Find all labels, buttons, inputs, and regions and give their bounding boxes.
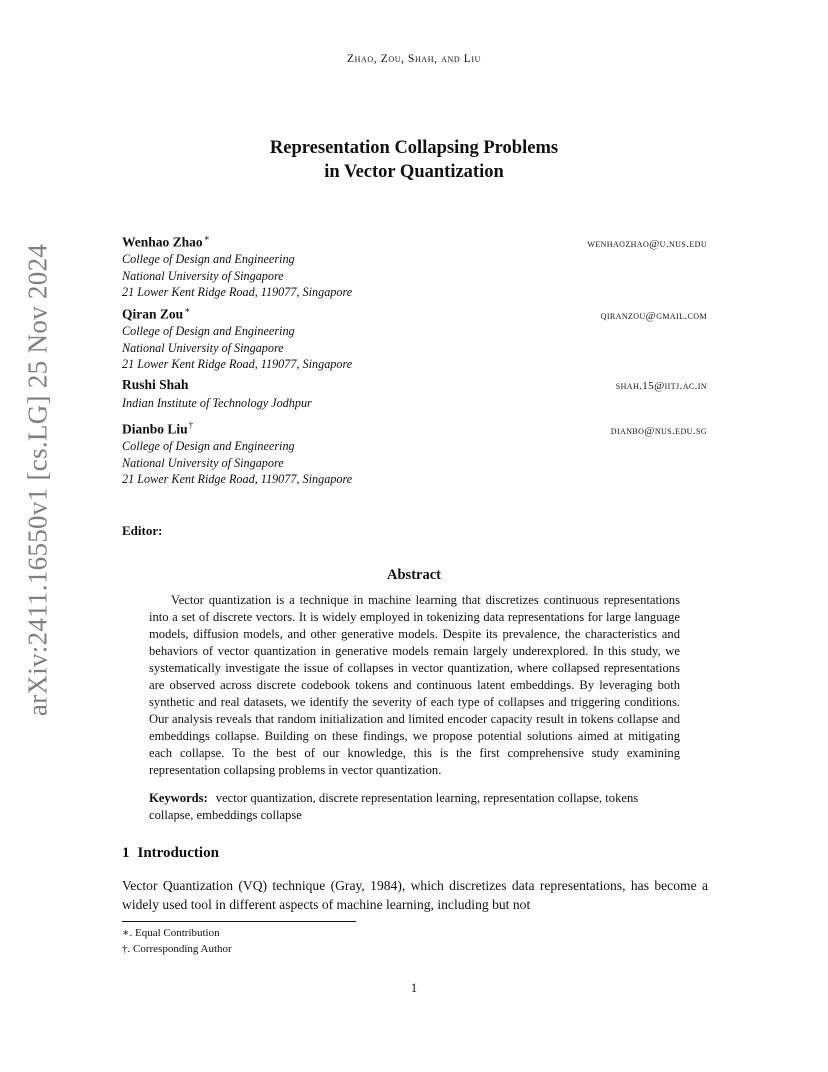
author-block <box>122 305 707 373</box>
author-email[interactable]: dianbo@nus.edu.sg <box>610 424 707 437</box>
author-mark: † <box>188 420 194 430</box>
author-email[interactable]: shah.15@iitj.ac.in <box>615 380 707 392</box>
author-mark: ∗ <box>203 233 210 243</box>
affiliation-line: Indian Institute of Technology Jodhpur <box>122 396 312 410</box>
affiliation-line: National University of Singapore <box>122 455 284 470</box>
footnote: ∗. Equal Contribution <box>122 927 220 939</box>
author-name: Dianbo Liu† <box>122 420 194 437</box>
affiliation-line: College of Design and Engineering <box>122 252 295 266</box>
author-block <box>122 233 707 301</box>
affiliation-line: National University of Singapore <box>122 268 284 283</box>
arxiv-stamp-text: arXiv:2411.16550v1 [cs.LG] 25 Nov 2024 <box>22 243 53 717</box>
footnotes <box>122 925 232 957</box>
section-title: Introduction <box>137 845 219 861</box>
footnote-divider <box>122 921 356 922</box>
author-block <box>122 377 707 412</box>
page-number: 1 <box>410 981 418 995</box>
keywords <box>149 790 680 824</box>
section-body: Vector Quantization (VQ) technique (Gray, 1984), which discretizes data representations, has become a widely used tool in different aspects of machine learning, including but not <box>122 878 708 912</box>
abstract-body: Vector quantization is a technique in machine learning that discretizes continuous representations into a set of discrete vectors. It is widely employed in tokenizing data representations for large language models, diffusion models, and other generative models. Despite its prevalence, the characteristics and behaviors of vector quantization in generative models remain largely underexplored. In this study, we systematically investigate the issue of collapses in vector quantization, where collapsed representations are observed across discrete codebook tokens and continuous latent embeddings. By leveraging both synthetic and real datasets, we identify the severity of each type of collapses and triggering conditions. Our analysis reveals that random initialization and limited encoder capacity result in tokens collapse and embeddings collapse. Building on these findings, we propose potential solutions aimed at mitigating each collapse. To the best of our knowledge, this is the first comprehensive study examining representation collapsing problems in vector quantization. <box>149 593 680 777</box>
affiliation-line: College of Design and Engineering <box>122 439 295 453</box>
running-head: Zhao, Zou, Shah, and Liu <box>347 53 481 65</box>
author-name: Wenhao Zhao∗ <box>122 233 210 250</box>
section-heading <box>122 845 219 862</box>
affiliation-line: 21 Lower Kent Ridge Road, 119077, Singapore <box>122 472 353 486</box>
paper-title-line-2: in Vector Quantization <box>324 162 504 182</box>
author-block <box>122 420 707 488</box>
abstract-heading: Abstract <box>387 567 441 583</box>
section-number: 1 <box>122 845 130 861</box>
author-name: Qiran Zou∗ <box>122 305 191 322</box>
affiliation-line: College of Design and Engineering <box>122 324 295 338</box>
author-email[interactable]: wenhaozhao@u.nus.edu <box>587 237 707 250</box>
paper-title-line-1: Representation Collapsing Problems <box>269 138 559 158</box>
footnote: †. Corresponding Author <box>122 943 232 955</box>
affiliation-line: National University of Singapore <box>122 340 284 355</box>
keywords-text: vector quantization, discrete representation learning, representation collapse, tokens collapse, embeddings collapse <box>149 791 639 822</box>
paper-title <box>0 136 828 184</box>
author-email[interactable]: qiranzou@gmail.com <box>600 309 707 322</box>
affiliation-line: 21 Lower Kent Ridge Road, 119077, Singapore <box>122 285 353 299</box>
author-name: Rushi Shah <box>122 377 189 392</box>
affiliation-line: 21 Lower Kent Ridge Road, 119077, Singapore <box>122 357 353 371</box>
keywords-label: Keywords: <box>149 791 208 805</box>
editor-label: Editor: <box>122 523 163 538</box>
author-mark: ∗ <box>184 305 191 315</box>
